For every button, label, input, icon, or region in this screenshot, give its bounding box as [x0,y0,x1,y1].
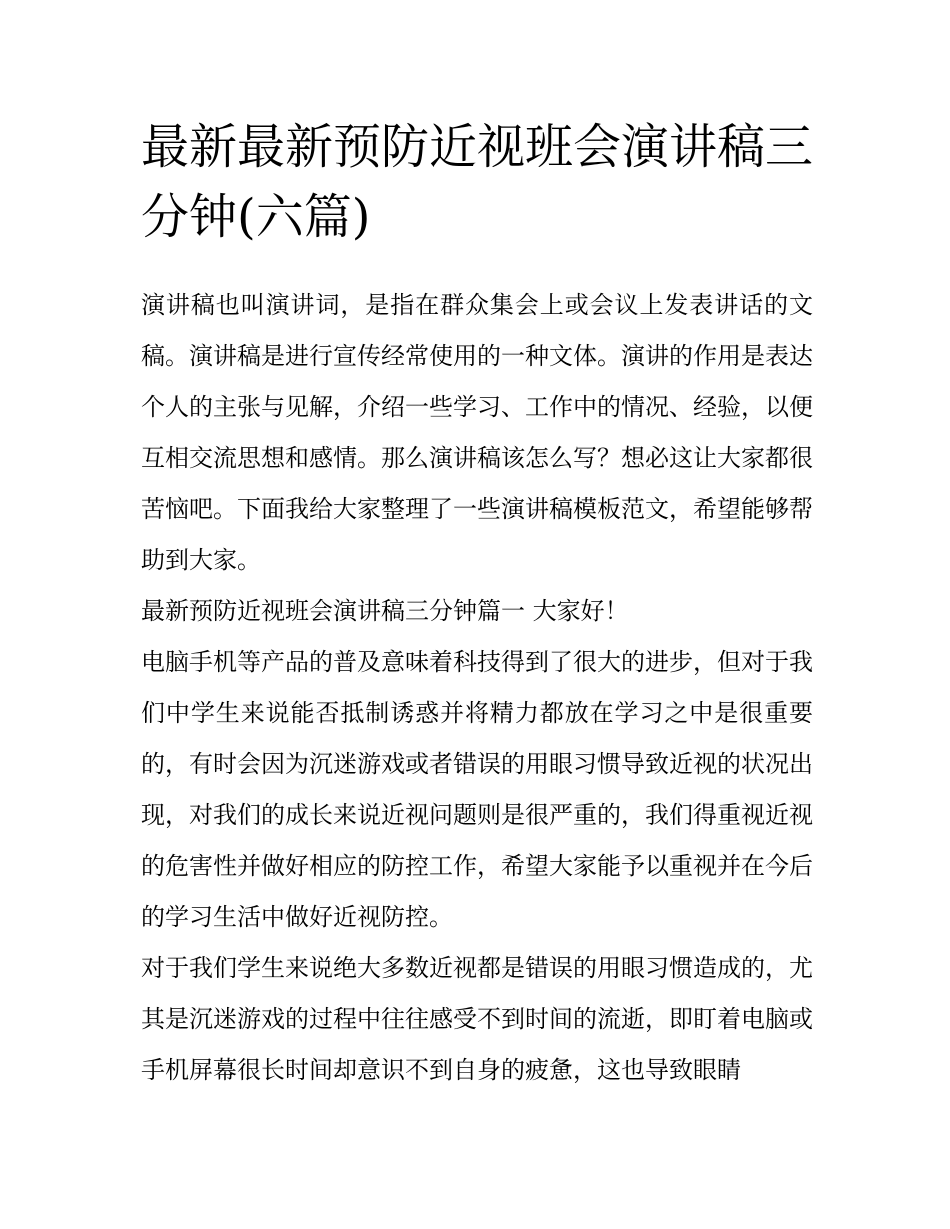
body-paragraph-1: 电脑手机等产品的普及意味着科技得到了很大的进步，但对于我们中学生来说能否抵制诱惑并将精力都放在学习之中是很重要的，有时会因为沉迷游戏或者错误的用眼习惯导致近视的状况出现，对我们的成长来说近视问题则是很严重的，我们得重视近视的危害性并做好相应的防控工作，希望大家能予以重视并在今后的学习生活中做好近视防控。 [141,648,813,931]
body-paragraph-2: 对于我们学生来说绝大多数近视都是错误的用眼习惯造成的，尤其是沉迷游戏的过程中往往感受不到时间的流逝，即盯着电脑或手机屏幕很长时间却意识不到自身的疲惫，这也导致眼睛 [141,954,813,1084]
document-title: 最新最新预防近视班会演讲稿三分钟(六篇) [141,119,814,245]
document-body [141,112,813,1096]
section-heading-paragraph: 最新预防近视班会演讲稿三分钟篇一 大家好！ [141,597,629,625]
intro-paragraph: 演讲稿也叫演讲词，是指在群众集会上或会议上发表讲话的文稿。演讲稿是进行宣传经常使用的一种文体。演讲的作用是表达个人的主张与见解，介绍一些学习、工作中的情况、经验，以便互相交流思想和感情。那么演讲稿该怎么写？想必这让大家都很苦恼吧。下面我给大家整理了一些演讲稿模板范文，希望能够帮助到大家。 [141,291,813,574]
